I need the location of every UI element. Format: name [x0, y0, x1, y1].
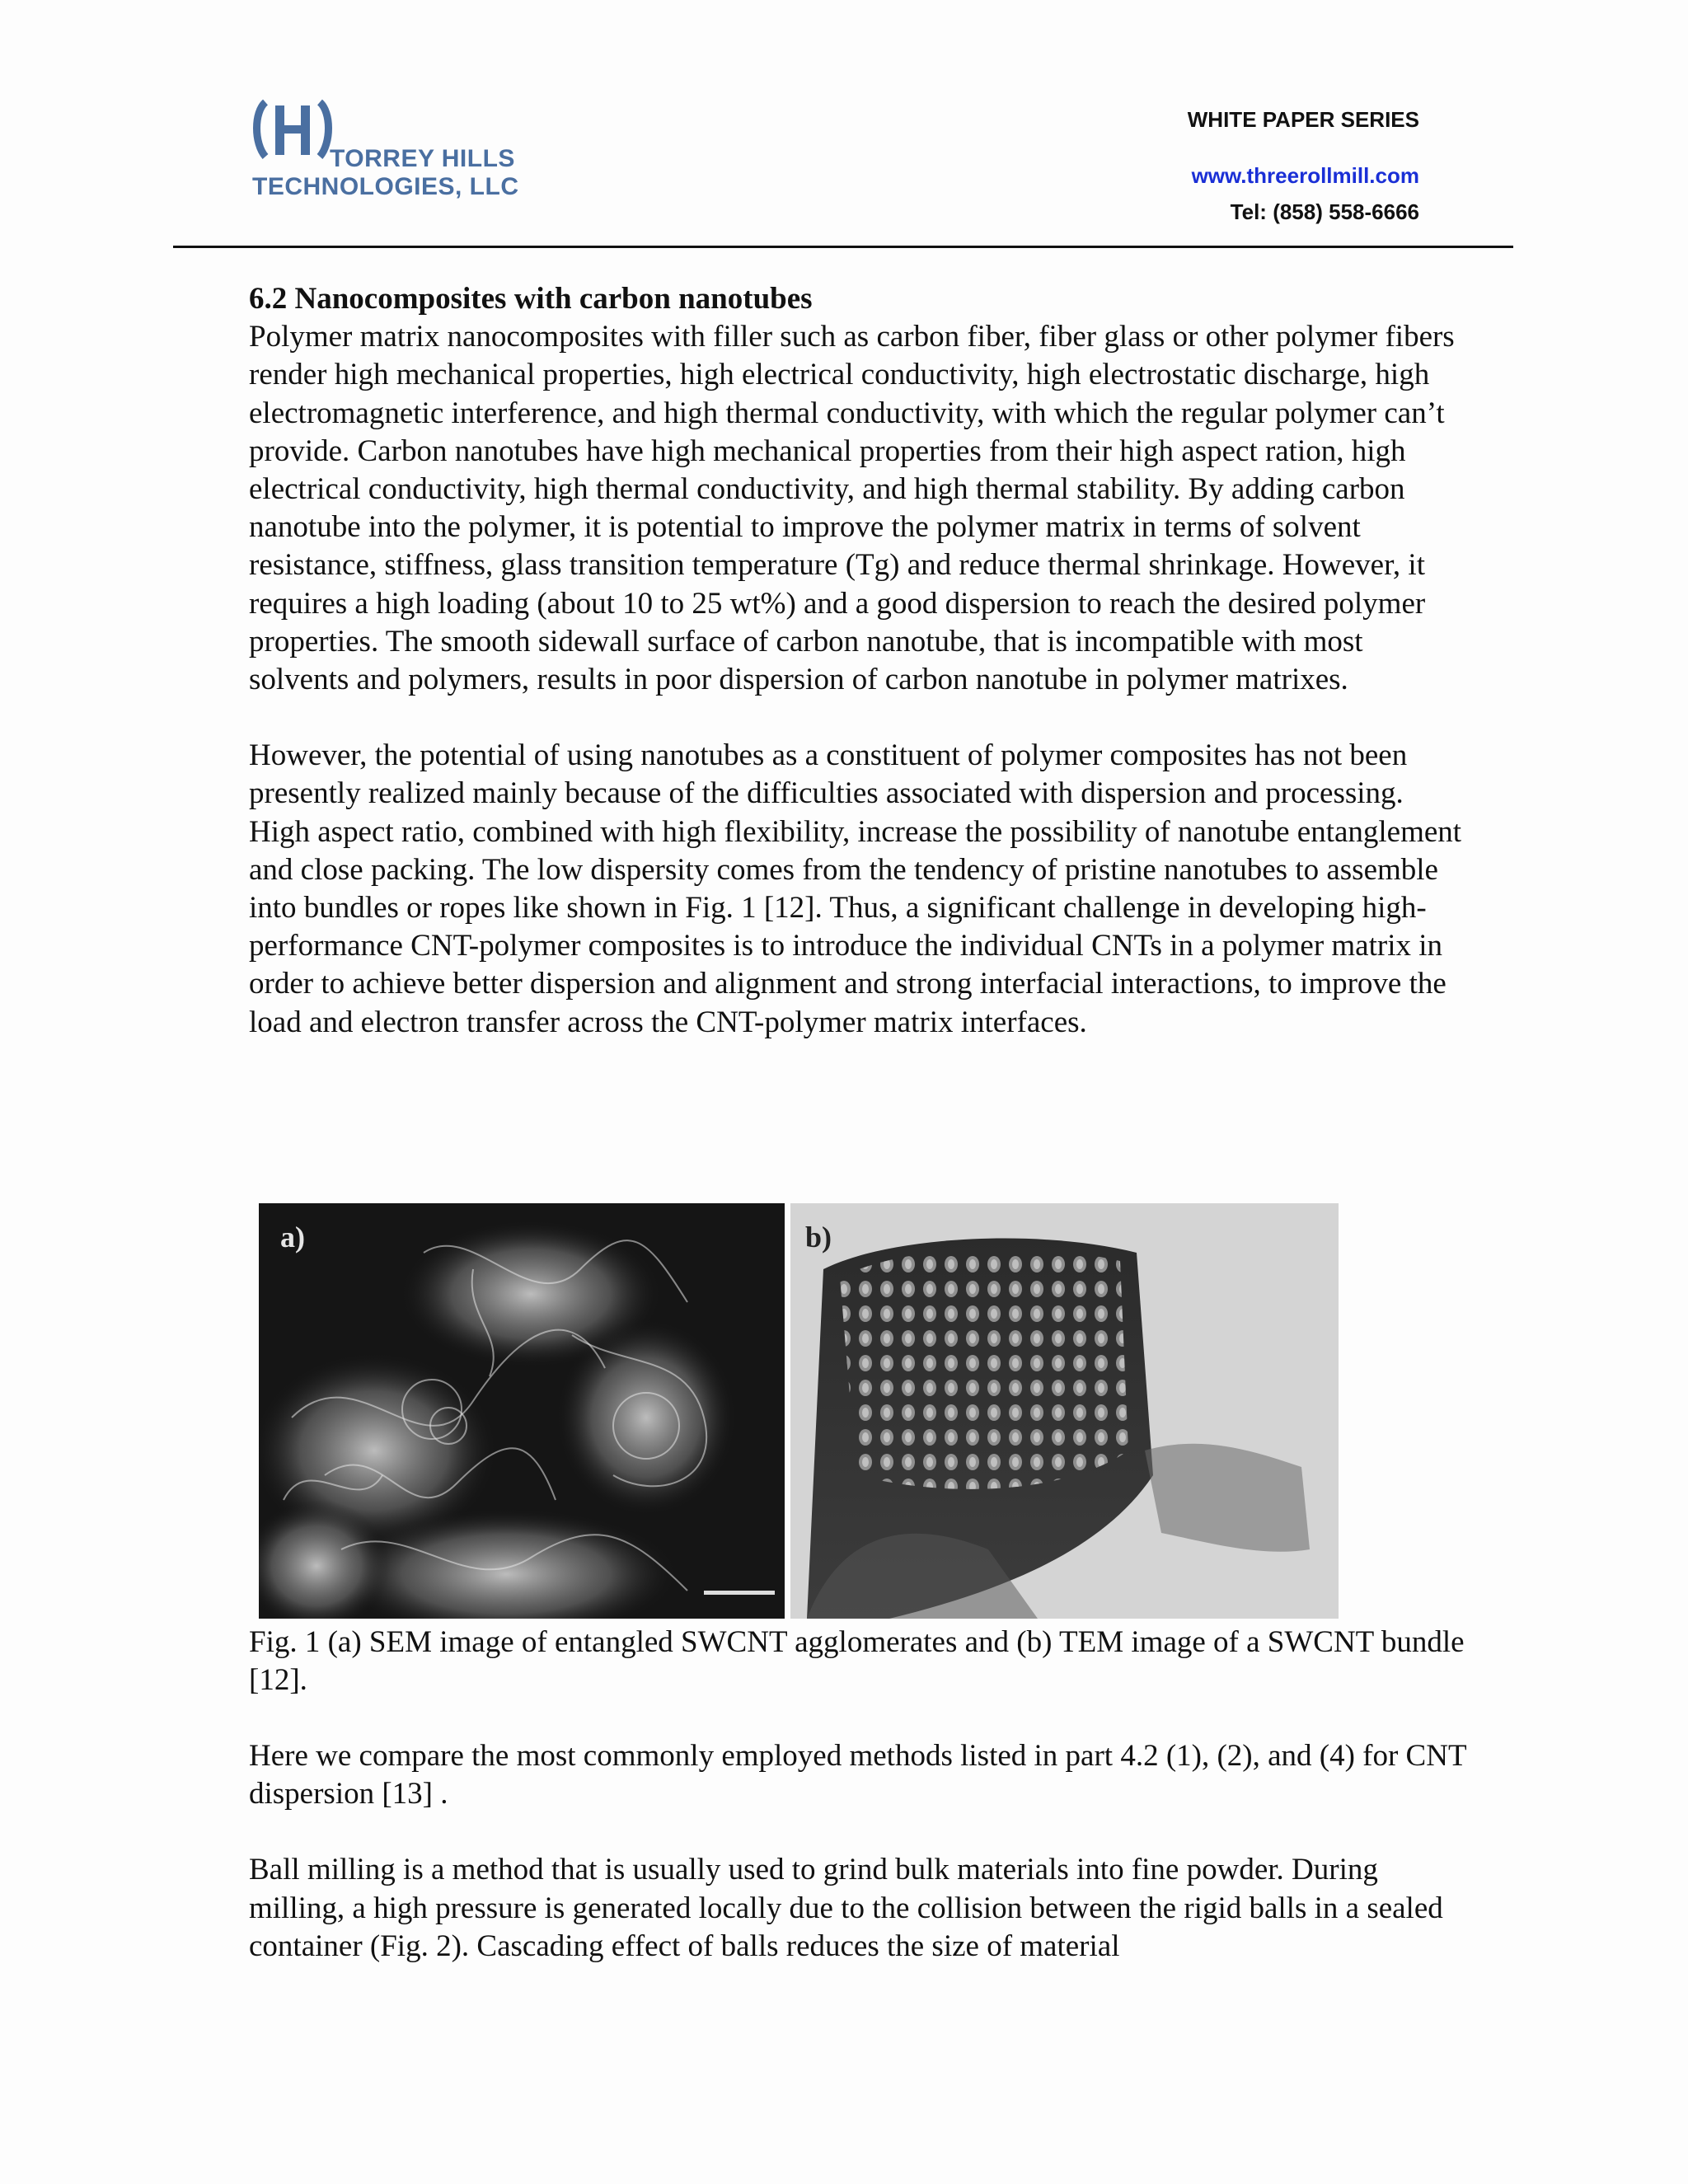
logo-line-1: TORREY HILLS	[330, 145, 515, 172]
sem-image-panel	[259, 1203, 785, 1619]
tem-image-panel	[790, 1203, 1339, 1619]
panel-b-label: b)	[805, 1221, 832, 1254]
paragraph-4: Ball milling is a method that is usually used to grind bulk materials into fine powder. During milling, a high pressure is generated locally due to the collision between the rigid balls in a sealed container (Fig. 2). Cascading effect of balls reduces the size of material	[249, 1853, 1443, 1963]
page-header	[0, 0, 1688, 252]
paragraph-1: Polymer matrix nanocomposites with filler such as carbon fiber, fiber glass or other polymer fibers render high mechanical properties, high electrical conductivity, high electrostatic discharge, high electromagnetic interference, and high thermal conductivity, with which the regular polymer can’t provide. Carbon nanotubes have high mechanical properties from their high aspect ration, high electrical conductivity, high thermal conductivity, and high thermal stability. By adding carbon nanotube into the polymer, it is potential to improve the polymer matrix in terms of solvent resistance, stiffness, glass transition temperature (Tg) and reduce thermal shrinkage. However, it requires a high loading (about 10 to 25 wt%) and a good dispersion to reach the desired polymer properties. The smooth sidewall surface of carbon nanotube, that is incompatible with most solvents and polymers, results in poor dispersion of carbon nanotube in polymer matrixes.	[249, 320, 1455, 697]
website-link[interactable]: www.threerollmill.com	[1191, 163, 1419, 188]
logo-line-2: TECHNOLOGIES, LLC	[252, 173, 519, 200]
section-heading: 6.2 Nanocomposites with carbon nanotubes	[249, 282, 813, 316]
paragraph-2: However, the potential of using nanotubes as a constituent of polymer composites has not been presently realized mainly because of the difficulties associated with dispersion and processing. High aspect ratio, combined with high flexibility, increase the possibility of nanotube entanglement and close packing. The low dispersity comes from the tendency of pristine nanotubes to assemble into bundles or ropes like shown in Fig. 1 [12]. Thus, a significant challenge in developing high-performance CNT-polymer composites is to introduce the individual CNTs in a polymer matrix in order to achieve better dispersion and alignment and strong interfacial interactions, to improve the load and electron transfer across the CNT-polymer matrix interfaces.	[249, 738, 1462, 1039]
series-label: WHITE PAPER SERIES	[1187, 107, 1419, 132]
paragraph-3: Here we compare the most commonly employed methods listed in part 4.2 (1), (2), and (4) for CNT dispersion [13] .	[249, 1739, 1466, 1811]
panel-a-label: a)	[280, 1221, 305, 1254]
lower-content	[249, 1737, 1469, 1966]
main-content	[249, 280, 1469, 1042]
th-logo-icon	[247, 97, 338, 165]
tem-image	[790, 1203, 1339, 1619]
company-logo	[247, 97, 544, 204]
phone-number: Tel: (858) 558-6666	[1230, 199, 1419, 224]
sem-image	[259, 1203, 785, 1619]
header-divider	[173, 246, 1513, 248]
figure-1	[259, 1203, 1339, 1619]
figure-caption: Fig. 1 (a) SEM image of entangled SWCNT agglomerates and (b) TEM image of a SWCNT bundle [12].	[249, 1625, 1465, 1698]
